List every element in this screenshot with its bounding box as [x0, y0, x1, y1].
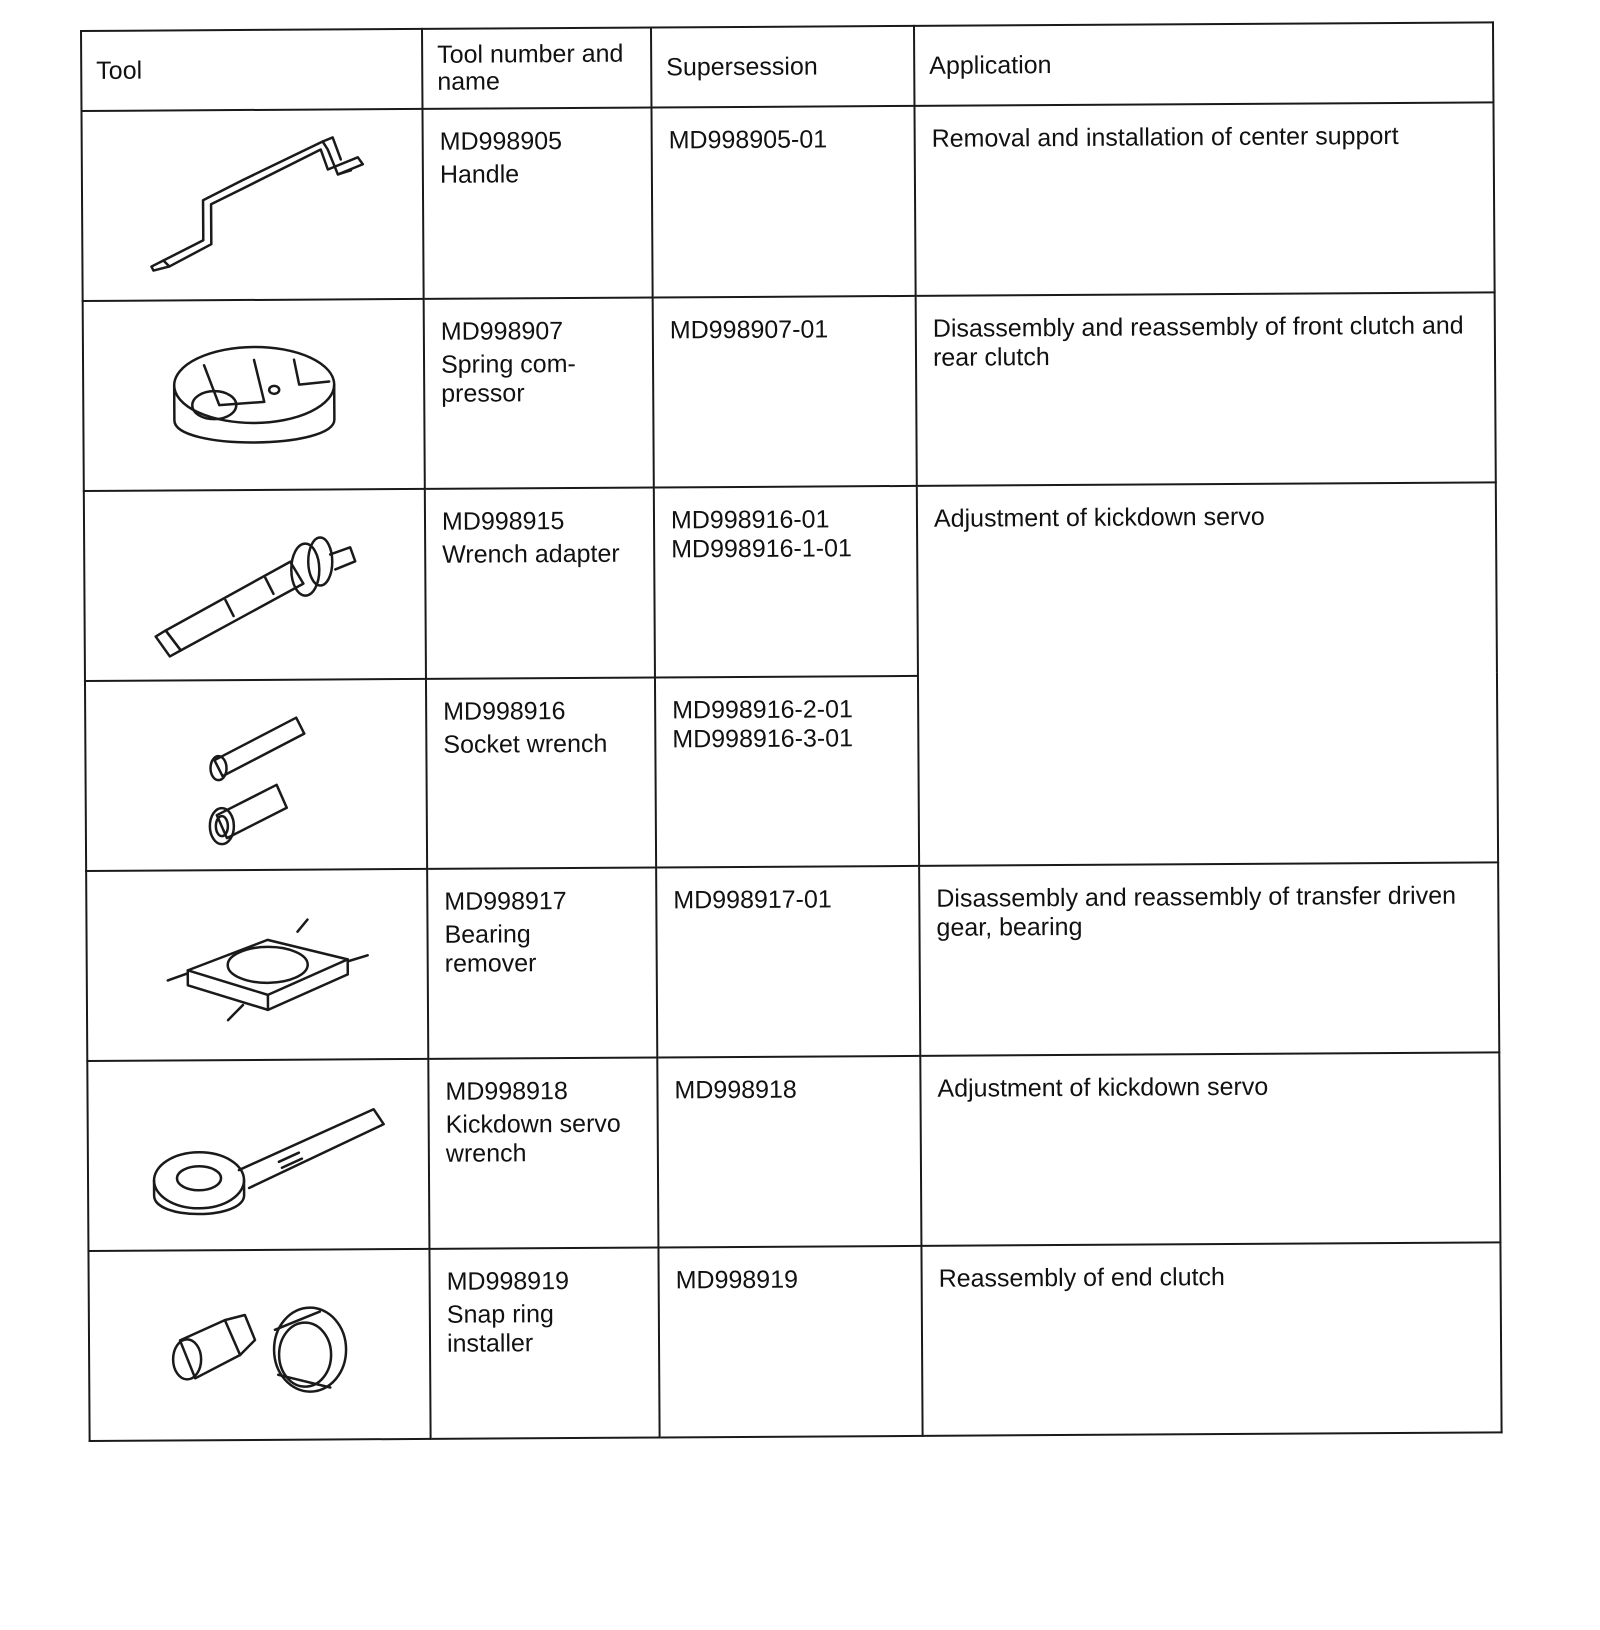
supersession-number: MD998905-01	[668, 125, 828, 155]
tool-name: Bearing remover	[444, 920, 537, 978]
tool-illustration-cell	[83, 299, 425, 491]
header-tool-number-and-name: Tool number and name	[422, 28, 651, 109]
tool-illustration-cell	[87, 1059, 429, 1251]
tool-illustration-cell	[81, 109, 423, 301]
header-application: Application	[914, 22, 1493, 106]
tool-number: MD998915	[441, 507, 565, 536]
application-text: Disassembly and reassembly of front clutch and rear clutch	[932, 311, 1464, 372]
header-row	[81, 22, 1493, 111]
bearing-remover-icon	[127, 879, 388, 1051]
application-text: Adjustment of kickdown servo	[937, 1072, 1269, 1103]
tool-illustration-cell	[84, 489, 426, 681]
table-row	[86, 862, 1499, 1061]
tool-number: MD998918	[445, 1077, 568, 1106]
tool-number: MD998916	[443, 697, 566, 726]
supersession-number: MD998918	[674, 1075, 797, 1105]
supersession-number: MD998907-01	[669, 315, 829, 345]
table-row	[88, 1242, 1501, 1441]
tool-illustration-cell	[88, 1249, 430, 1441]
tool-number: MD998917	[444, 887, 567, 916]
header-tool: Tool	[81, 29, 422, 111]
table-row	[83, 292, 1496, 491]
handle-icon	[122, 119, 383, 291]
header-supersession: Supersession	[651, 26, 914, 108]
table-row	[81, 102, 1494, 301]
tool-name: Socket wrench	[443, 729, 608, 759]
spring-compressor-icon	[123, 309, 384, 481]
tool-name: Spring com- pressor	[440, 349, 576, 408]
kickdown-servo-wrench-icon	[128, 1069, 389, 1241]
supersession-number: MD998917-01	[673, 885, 832, 915]
application-text: Disassembly and reassembly of transfer driven gear, bearing	[936, 881, 1457, 942]
wrench-adapter-icon	[124, 499, 385, 671]
application-text: Removal and installation of center support	[931, 121, 1399, 153]
tool-number: MD998919	[446, 1267, 570, 1296]
application-text: Adjustment of kickdown servo	[933, 502, 1265, 533]
supersession-number: MD998916-01	[670, 505, 830, 535]
special-tools-table	[80, 21, 1503, 1442]
supersession-number: MD998916-1-01	[671, 534, 852, 564]
table-row	[87, 1052, 1500, 1251]
tool-name: Snap ring installer	[446, 1300, 554, 1358]
tool-number: MD998907	[440, 317, 564, 346]
tool-illustration-cell	[85, 679, 427, 871]
application-text: Reassembly of end clutch	[938, 1263, 1225, 1293]
socket-wrench-icon	[126, 689, 387, 861]
supersession-number: MD998919	[675, 1265, 799, 1295]
tool-number: MD998905	[439, 127, 563, 156]
supersession-number: MD998916-3-01	[672, 724, 854, 754]
tool-name: Wrench adapter	[442, 539, 620, 569]
tool-name: Kickdown servo wrench	[445, 1109, 621, 1168]
tool-illustration-cell	[86, 869, 428, 1061]
supersession-number: MD998916-2-01	[672, 695, 853, 725]
table-row	[84, 482, 1497, 681]
tool-name: Handle	[439, 160, 520, 189]
snap-ring-installer-icon	[129, 1259, 390, 1431]
special-tools-sheet	[80, 21, 1501, 1442]
